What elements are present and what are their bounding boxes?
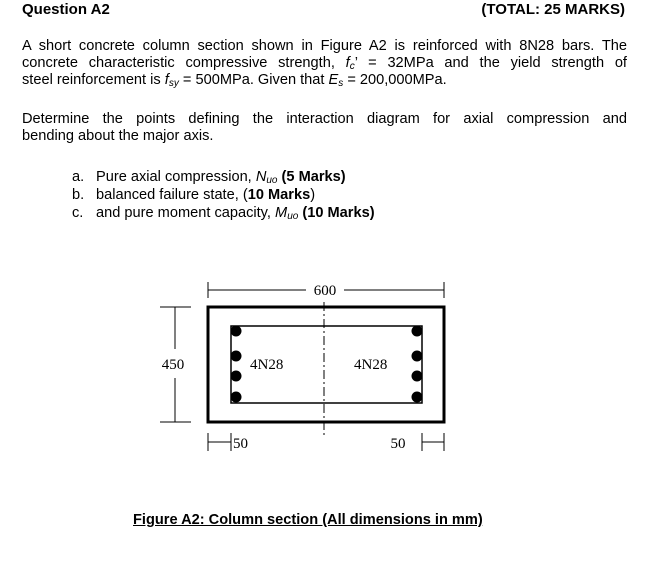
fsy-intro-text: steel reinforcement is — [22, 72, 161, 88]
marks-open-paren: ( — [242, 187, 248, 203]
task-text: and pure moment capacity, — [96, 205, 271, 221]
muo-symbol: M — [275, 205, 288, 221]
fsy-symbol: f — [164, 72, 169, 88]
right-cover-label: 50 — [390, 436, 406, 452]
fc-value-text: ’ = 32MPa and the yield strength of — [354, 55, 627, 71]
fc-symbol: f — [345, 55, 350, 71]
nuo-symbol: N — [255, 169, 267, 185]
es-subscript: s — [338, 78, 344, 89]
task-letter: c. — [72, 205, 84, 221]
rebar-left-4 — [231, 392, 242, 403]
rebar-right-1 — [412, 326, 423, 337]
width-dim-label: 600 — [313, 283, 337, 299]
left-bars-label: 4N28 — [250, 357, 284, 373]
nuo-subscript: uo — [266, 175, 278, 186]
fc-intro-text: concrete characteristic compressive strength, — [22, 55, 335, 71]
rebar-left-3 — [231, 371, 242, 382]
task-text: balanced failure state, — [96, 187, 239, 203]
task-letter: a. — [72, 169, 85, 185]
right-bars-label: 4N28 — [354, 357, 388, 373]
task-marks: (5 Marks) — [281, 169, 346, 185]
height-dim-label: 450 — [161, 357, 185, 373]
es-value-text: = 200,000MPa. — [347, 72, 447, 88]
rebar-right-3 — [412, 371, 423, 382]
task-marks: (10 Marks) — [302, 205, 375, 221]
task-letter: b. — [72, 187, 85, 203]
marks-close-paren: ) — [310, 187, 316, 203]
fsy-value-text: = 500MPa. Given that — [182, 72, 325, 88]
question-title: Question A2 — [22, 1, 110, 18]
fsy-subscript: sy — [168, 78, 179, 89]
left-cover-label: 50 — [233, 436, 248, 452]
muo-subscript: uo — [287, 211, 299, 222]
figure-caption: Figure A2: Column section (All dimensions in mm) — [133, 512, 483, 528]
rebar-right-4 — [412, 392, 423, 403]
task-text: Pure axial compression, — [96, 169, 252, 185]
rebar-left-2 — [231, 351, 242, 362]
problem-line-1: A short concrete column section shown in Figure A2 is reinforced with 8N28 bars. The — [22, 38, 627, 54]
es-symbol: E — [328, 72, 339, 88]
total-marks: (TOTAL: 25 MARKS) — [481, 1, 625, 18]
column-outline — [208, 307, 444, 422]
task-marks: 10 Marks — [247, 187, 311, 203]
task-line-2: bending about the major axis. — [22, 128, 214, 144]
right-bar-group — [412, 326, 423, 403]
rebar-left-1 — [231, 326, 242, 337]
task-line-1: Determine the points defining the interaction diagram for axial compression and — [22, 111, 627, 127]
left-bar-group — [231, 326, 242, 403]
rebar-right-2 — [412, 351, 423, 362]
fc-subscript: c — [349, 61, 355, 72]
